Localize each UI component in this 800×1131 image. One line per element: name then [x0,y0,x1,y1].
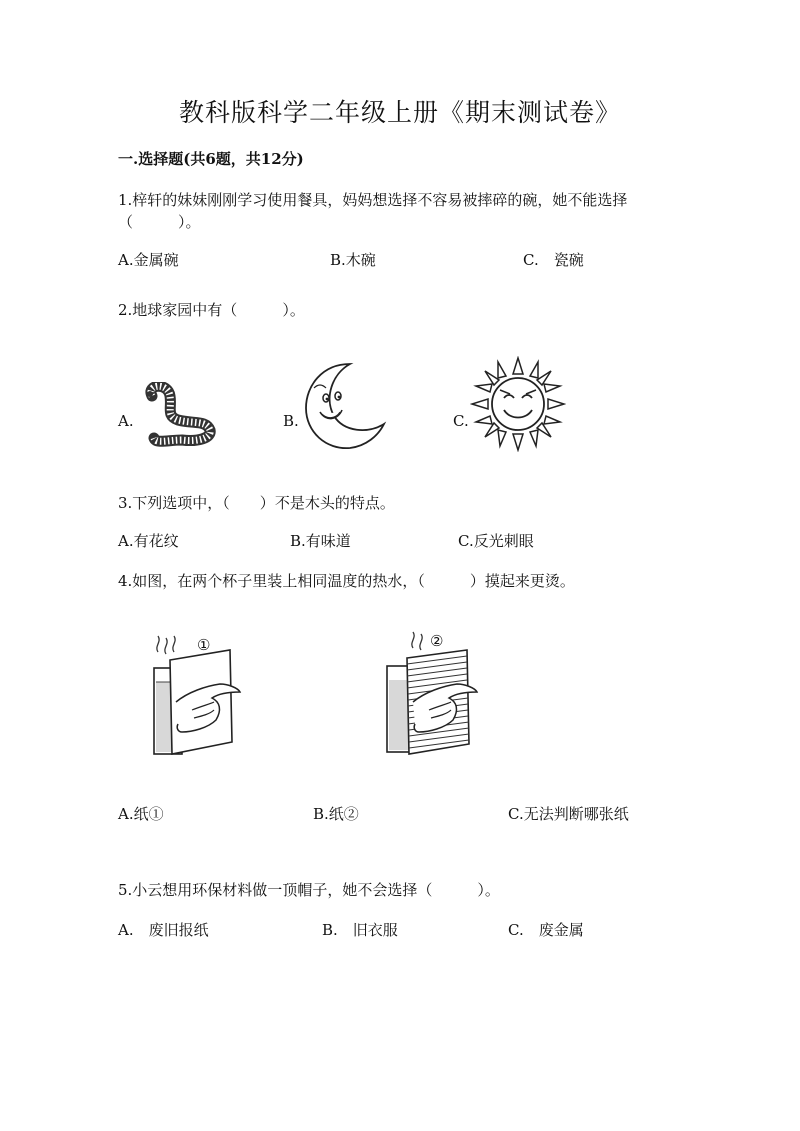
question-3-option-c[interactable]: C.反光刺眼 [458,532,534,550]
question-4-option-a[interactable]: A.纸① [118,805,164,823]
sun-icon [470,356,566,452]
question-4-option-c[interactable]: C.无法判断哪张纸 [508,805,629,823]
question-1-text: 1.梓轩的妹妹刚刚学习使用餐具，妈妈想选择不容易被摔碎的碗，她不能选择 [118,191,628,209]
question-5-text: 5.小云想用环保材料做一顶帽子，她不会选择（ ）。 [118,881,500,899]
question-2-option-c[interactable]: C. [453,412,469,430]
question-4-option-b[interactable]: B.纸② [313,805,359,823]
question-5-option-c[interactable]: C. 废金属 [508,921,584,939]
figure-label-1: ① [197,636,211,654]
question-3-option-a[interactable]: A.有花纹 [118,532,179,550]
worm-icon [138,382,218,447]
question-1-blank: （ ）。 [118,213,201,231]
question-1-option-b[interactable]: B.木碗 [330,251,376,269]
question-5-option-b[interactable]: B. 旧衣服 [322,921,398,939]
question-3-text: 3.下列选项中，（ ）不是木头的特点。 [118,494,395,512]
question-2-option-a[interactable]: A. [118,412,134,430]
question-2-option-b[interactable]: B. [283,412,299,430]
question-1-option-c[interactable]: C. 瓷碗 [523,251,584,269]
question-2-text: 2.地球家园中有（ ）。 [118,301,305,319]
section-heading: 一.选择题(共6题，共12分) [118,150,304,168]
moon-icon [298,358,388,453]
question-1-option-a[interactable]: A.金属碗 [118,251,179,269]
page-title: 教科版科学二年级上册《期末测试卷》 [178,98,621,127]
figure-label-2: ② [430,632,444,650]
question-5-option-a[interactable]: A. 废旧报纸 [118,921,209,939]
question-4-text: 4.如图，在两个杯子里装上相同温度的热水，（ ）摸起来更烫。 [118,572,575,590]
question-3-option-b[interactable]: B.有味道 [290,532,351,550]
